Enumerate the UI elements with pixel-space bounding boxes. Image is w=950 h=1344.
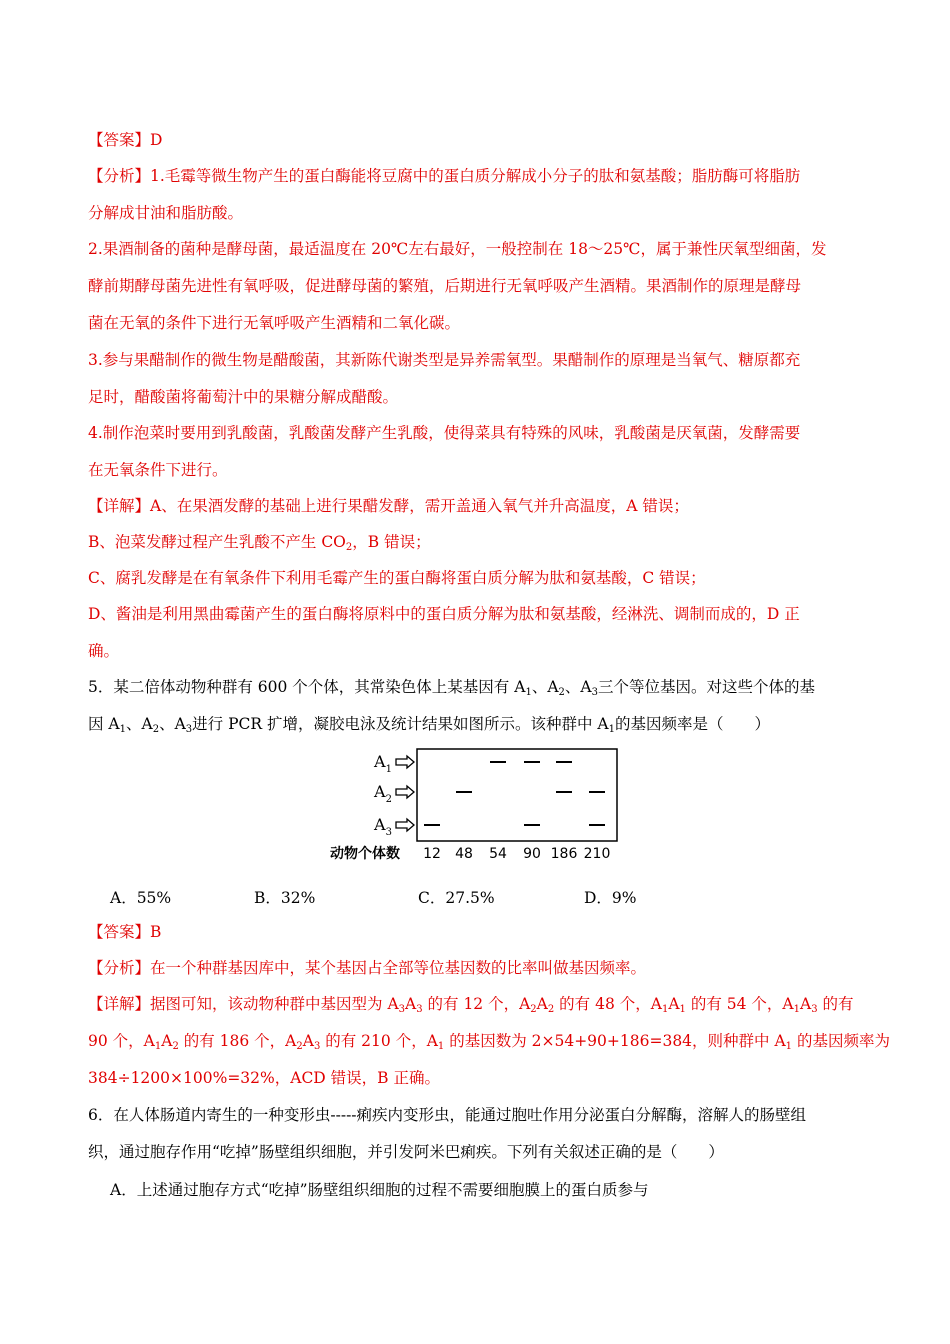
q5-stem-text: 三个等位基因。对这些个体的基	[597, 678, 815, 696]
q4-analysis-line-2: 分解成甘油和脂肪酸。	[88, 204, 244, 222]
detail-b-sub: 2	[345, 542, 353, 553]
q5-stem-text: 因 A	[88, 715, 120, 733]
q5-stem-line-2	[88, 714, 868, 734]
q4-analysis-line-1	[88, 166, 868, 186]
q5-option-a: A．55%	[110, 889, 172, 907]
detail-b-text: B、泡菜发酵过程产生乳酸不产生 CO	[88, 533, 346, 551]
analysis-text: 1.毛霉等微生物产生的蛋白酶能将豆腐中的蛋白质分解成小分子的肽和氨基酸；脂肪酶可将脂肪	[150, 167, 801, 185]
q4-analysis-line-7: 足时，醋酸菌将葡萄汁中的果糖分解成醋酸。	[88, 388, 399, 406]
q4-detail-line-2	[88, 532, 868, 552]
detail-tag: 【详解】	[88, 995, 151, 1013]
detail-text: A、在果酒发酵的基础上进行果醋发酵，需开盖通入氧气并升高温度，A 错误；	[150, 497, 689, 515]
x-caption: 动物个体数	[330, 846, 400, 862]
q5-analysis-line	[88, 958, 868, 978]
column-label: 186	[550, 846, 578, 862]
q4-analysis-line-5: 菌在无氧的条件下进行无氧呼吸产生酒精和二氧化碳。	[88, 314, 461, 332]
q5-stem-text: 、A	[564, 678, 592, 696]
q5-answer-line	[88, 922, 868, 942]
q6-option-a: A．上述通过胞存方式“吃掉”肠壁组织细胞的过程不需要细胞膜上的蛋白质参与	[110, 1181, 649, 1199]
analysis-tag: 【分析】	[88, 959, 151, 977]
arrow-icon	[396, 819, 414, 831]
column-label: 54	[489, 846, 507, 862]
q4-analysis-line-3: 2.果酒制备的菌种是酵母菌，最适温度在 20℃左右最好，一般控制在 18～25℃，属于兼性厌氧型细菌，发	[88, 240, 827, 258]
analysis-tag: 【分析】	[88, 167, 151, 185]
sub: 2	[558, 687, 565, 698]
q4-analysis-line-8: 4.制作泡菜时要用到乳酸菌，乳酸菌发酵产生乳酸，使得菜具有特殊的风味，乳酸菌是厌氧菌，发酵需要	[88, 424, 801, 442]
q4-detail-line-5: 确。	[88, 642, 120, 660]
q5-option-c: C．27.5%	[418, 889, 495, 907]
q5-stem-text: 、A	[126, 715, 153, 733]
detail-tag: 【详解】	[88, 497, 151, 515]
q4-analysis-line-6: 3.参与果醋制作的微生物是醋酸菌，其新陈代谢类型是异养需氧型。果醋制作的原理是当氧气、糖原都充	[88, 351, 801, 369]
sub: 3	[185, 724, 193, 735]
sub: 1	[608, 724, 615, 735]
q5-stem-text: 5．某二倍体动物种群有 600 个个体，其常染色体上某基因有 A	[88, 678, 526, 696]
sub: 3	[591, 687, 598, 698]
q5-stem-text: 、A	[531, 678, 559, 696]
q4-detail-line-4: D、酱油是利用黑曲霉菌产生的蛋白酶将原料中的蛋白质分解为肽和氨基酸，经淋洗、调制而成的，D 正	[88, 605, 800, 623]
row-label: $A_1$	[374, 752, 392, 775]
q4-analysis-line-4: 酵前期酵母菌先进性有氧呼吸，促进酵母菌的繁殖，后期进行无氧呼吸产生酒精。果酒制作的原理是酵母	[88, 277, 802, 295]
q5-detail-line-2	[88, 1031, 890, 1052]
q4-analysis-line-9: 在无氧条件下进行。	[88, 461, 228, 479]
column-label: 12	[423, 846, 441, 862]
column-label: 210	[583, 846, 611, 862]
detail-text: 90 个，$A_1A_2$ 的有 186 个，$A_2A_3$ 的有 210 个，$A_1$ 的基因数为 2×54+90+186=384，则种群中 $A_1$ 的基因频率为	[88, 1032, 890, 1052]
q6-stem-line-1: 6．在人体肠道内寄生的一种变形虫-----痢疾内变形虫，能通过胞吐作用分泌蛋白分解酶，溶解人的肠壁组	[88, 1106, 807, 1124]
q5-stem-text: 的基因频率是（ ）	[614, 715, 770, 733]
q4-detail-line-1	[88, 496, 868, 516]
q5-detail-line-1	[88, 994, 868, 1014]
sub: 2	[152, 724, 160, 735]
column-label: 48	[455, 846, 473, 862]
arrow-icon	[396, 756, 414, 768]
arrow-icon	[396, 786, 414, 798]
q6-stem-line-2: 织，通过胞存作用“吃掉”肠壁组织细胞，并引发阿米巴痢疾。下列有关叙述正确的是（ ）	[88, 1143, 724, 1161]
sub: 1	[119, 724, 126, 735]
gel-electrophoresis-figure	[328, 746, 628, 866]
column-label: 90	[523, 846, 541, 862]
answer-value: D	[150, 131, 163, 149]
sub: 1	[525, 687, 532, 698]
q5-option-d: D．9%	[584, 889, 637, 907]
q5-stem-text: 、A	[159, 715, 186, 733]
answer-tag: 【答案】	[88, 923, 151, 941]
q4-answer-line	[88, 130, 868, 150]
q5-stem-text: 进行 PCR 扩增，凝胶电泳及统计结果如图所示。该种群中 A	[192, 715, 609, 733]
detail-text: 据图可知，该动物种群中基因型为 $A_3A_3$ 的有 12 个，$A_2A_2$ 的有 48 个，$A_1A_1$ 的有 54 个，$A_1A_3$ 的有	[150, 995, 854, 1015]
q5-detail-line-3: 384÷1200×100%=32%，ACD 错误，B 正确。	[88, 1069, 440, 1087]
answer-value: B	[150, 923, 162, 941]
detail-b-tail: ，B 错误；	[352, 533, 431, 551]
row-label: $A_3$	[374, 815, 392, 838]
q5-option-b: B．32%	[254, 889, 316, 907]
row-label: $A_2$	[374, 782, 392, 805]
gel-frame	[417, 749, 617, 841]
q5-stem-line-1	[88, 677, 868, 697]
analysis-text: 在一个种群基因库中，某个基因占全部等位基因数的比率叫做基因频率。	[150, 959, 647, 977]
answer-tag: 【答案】	[88, 131, 151, 149]
q4-detail-line-3: C、腐乳发酵是在有氧条件下利用毛霉产生的蛋白酶将蛋白质分解为肽和氨基酸，C 错误；	[88, 569, 706, 587]
